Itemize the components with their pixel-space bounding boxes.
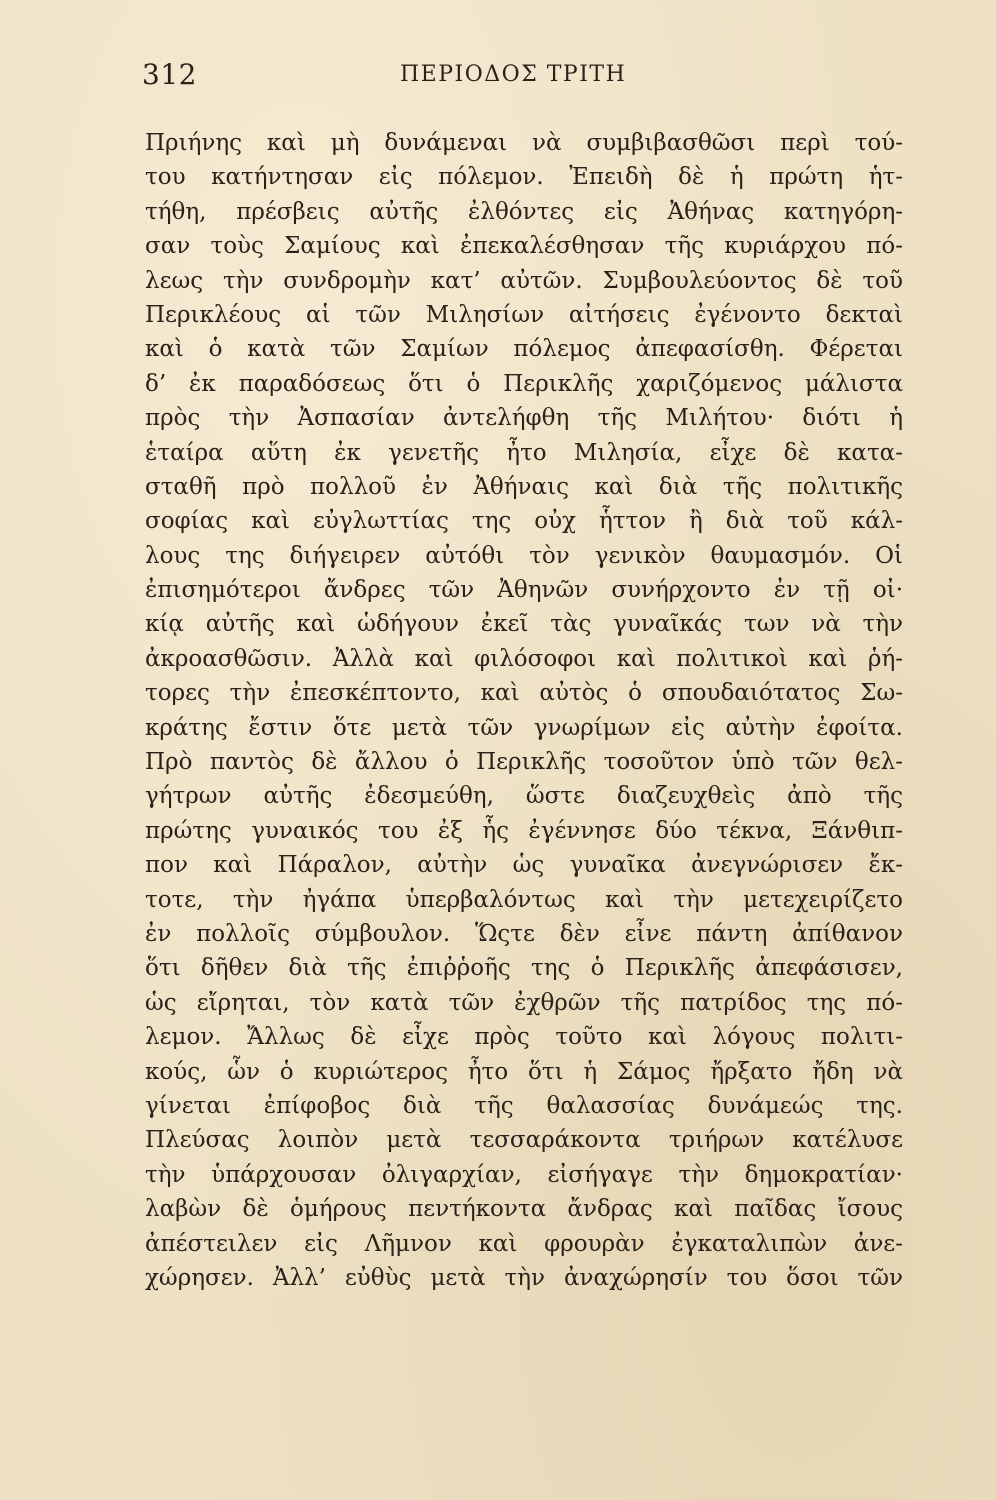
text-line: ἀκροασθῶσιν. Ἀλλὰ καὶ φιλόσοφοι καὶ πολιτικοὶ καὶ ῥή- <box>145 645 903 672</box>
text-line: του κατήντησαν εἰς πόλεμον. Ἐπειδὴ δὲ ἡ πρώτη ἡτ- <box>145 164 903 191</box>
text-line: κίᾳ αὐτῆς καὶ ὡδήγουν ἐκεῖ τὰς γυναῖκάς των νὰ τὴν <box>145 611 903 638</box>
page-header <box>142 58 902 98</box>
text-line: γήτρων αὐτῆς ἐδεσμεύθη, ὥστε διαζευχθεὶς ἀπὸ τῆς <box>145 783 903 810</box>
text-line: σαν τοὺς Σαμίους καὶ ἐπεκαλέσθησαν τῆς κυριάρχου πό- <box>145 233 903 260</box>
text-line: γίνεται ἐπίφοβος διὰ τῆς θαλασσίας δυνάμεώς της. <box>145 1092 903 1119</box>
text-line: πρώτης γυναικός του ἐξ ἧς ἐγέννησε δύο τέκνα, Ξάνθιπ- <box>145 817 903 844</box>
body-text <box>145 126 903 1295</box>
text-line: Περικλέους αἱ τῶν Μιλησίων αἰτήσεις ἐγένοντο δεκταὶ <box>145 301 903 328</box>
text-line: Πριήνης καὶ μὴ δυνάμεναι νὰ συμβιβασθῶσι περὶ τού- <box>145 130 903 156</box>
page-number: 312 <box>142 58 197 91</box>
text-line: ἑταίρα αὕτη ἐκ γενετῆς ἦτο Μιλησία, εἶχε δὲ κατα- <box>145 439 903 466</box>
running-head: ΠΕΡΙΟΔΟΣ ΤΡΙΤΗ <box>400 62 627 87</box>
text-line: ἐπισημότεροι ἄνδρες τῶν Ἀθηνῶν συνήρχοντο ἐν τῇ οἰ· <box>145 577 903 604</box>
text-line: τοτε, τὴν ἠγάπα ὑπερβαλόντως καὶ τὴν μετεχειρίζετο <box>145 886 903 913</box>
text-line: τήθη, πρέσβεις αὐτῆς ἐλθόντες εἰς Ἀθήνας κατηγόρη- <box>145 198 903 225</box>
text-line: πον καὶ Πάραλον, αὐτὴν ὡς γυναῖκα ἀνεγνώρισεν ἔκ- <box>145 852 903 879</box>
text-line: λεμον. Ἄλλως δὲ εἶχε πρὸς τοῦτο καὶ λόγους πολιτι- <box>145 1024 903 1051</box>
text-line: πρὸς τὴν Ἀσπασίαν ἀντελήφθη τῆς Μιλήτου· διότι ἡ <box>145 405 903 432</box>
text-line: ἀπέστειλεν εἰς Λῆμνον καὶ φρουρὰν ἐγκαταλιπὼν ἀνε- <box>145 1230 903 1257</box>
text-line: ἐν πολλοῖς σύμβουλον. Ὥςτε δὲν εἶνε πάντη ἀπίθανον <box>145 920 903 947</box>
text-line: λους της διήγειρεν αὐτόθι τὸν γενικὸν θαυμασμόν. Οἱ <box>145 542 903 569</box>
text-line: κράτης ἔστιν ὅτε μετὰ τῶν γνωρίμων εἰς αὐτὴν ἐφοίτα. <box>145 714 903 741</box>
text-line: ὡς εἴρηται, τὸν κατὰ τῶν ἐχθρῶν τῆς πατρίδος της πό- <box>145 989 903 1016</box>
text-line: λεως τὴν συνδρομὴν κατ’ αὐτῶν. Συμβουλεύοντος δὲ τοῦ <box>145 267 903 294</box>
text-line: Πλεύσας λοιπὸν μετὰ τεσσαράκοντα τριήρων κατέλυσε <box>145 1127 903 1154</box>
text-line: σοφίας καὶ εὐγλωττίας της οὐχ ἧττον ἢ διὰ τοῦ κάλ- <box>145 508 903 535</box>
text-line: τὴν ὑπάρχουσαν ὀλιγαρχίαν, εἰσήγαγε τὴν δημοκρατίαν· <box>145 1161 903 1188</box>
text-line: σταθῆ πρὸ πολλοῦ ἐν Ἀθήναις καὶ διὰ τῆς πολιτικῆς <box>145 473 903 500</box>
text-line: λαβὼν δὲ ὁμήρους πεντήκοντα ἄνδρας καὶ παῖδας ἴσους <box>145 1196 903 1223</box>
text-line: δ’ ἐκ παραδόσεως ὅτι ὁ Περικλῆς χαριζόμενος μάλιστα <box>145 370 903 397</box>
text-line: τορες τὴν ἐπεσκέπτοντο, καὶ αὐτὸς ὁ σπουδαιότατος Σω- <box>145 680 903 707</box>
text-line: Πρὸ παντὸς δὲ ἄλλου ὁ Περικλῆς τοσοῦτον ὑπὸ τῶν θελ- <box>145 749 903 776</box>
text-line: καὶ ὁ κατὰ τῶν Σαμίων πόλεμος ἀπεφασίσθη. Φέρεται <box>145 336 903 363</box>
text-line: χώρησεν. Ἀλλ’ εὐθὺς μετὰ τὴν ἀναχώρησίν του ὅσοι τῶν <box>145 1264 903 1291</box>
text-line: κούς, ὧν ὁ κυριώτερος ἦτο ὅτι ἡ Σάμος ἤρξατο ἤδη νὰ <box>145 1058 903 1085</box>
text-line: ὅτι δῆθεν διὰ τῆς ἐπιῤῥοῆς της ὁ Περικλῆς ἀπεφάσισεν, <box>145 955 903 982</box>
